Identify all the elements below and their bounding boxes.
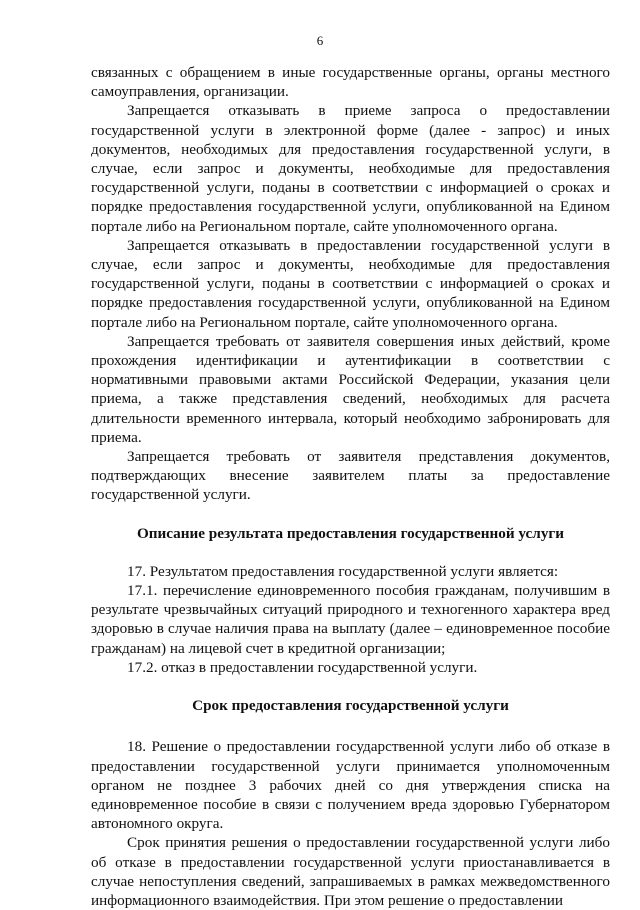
spacer	[91, 715, 610, 737]
section-heading: Срок предоставления государственной услуги	[192, 697, 509, 715]
paragraph: Запрещается требовать от заявителя совершения иных действий, кроме прохождения идентификации и аутентификации в соответствии с нормативными правовыми актами Российской Федерации, указания цели приема, а также представления сведений, необходимых для расчета длительности временного интервала, который необходимо забронировать для приема.	[91, 332, 610, 446]
paragraph: Запрещается отказывать в предоставлении государственной услуги в случае, если запрос и документы, необходимые для предоставления государственной услуги, поданы в соответствии с информацией о сроках и порядке предоставления государственной услуги, опубликованной на Едином портале либо на Региональном портале, сайте уполномоченного органа.	[91, 236, 610, 331]
page-number: 6	[316, 33, 324, 48]
paragraph: Срок принятия решения о предоставлении государственной услуги либо об отказе в предоставлении государственной услуги приостанавливается в случае непоступления сведений, запрашиваемых в рамках межведомственного информационного взаимодействия. При этом решение о предоставлении	[91, 834, 610, 909]
paragraph: 18. Решение о предоставлении государственной услуги либо об отказе в предоставлении государственной услуги принимается уполномоченным органом не позднее 3 рабочих дней со дня утверждения списка на единовременное пособие в связи с получением вреда здоровью Губернатором автономного округа.	[91, 738, 610, 833]
paragraph: 17.1. перечисление единовременного пособия гражданам, получившим в результате чрезвычайных ситуаций природного и техногенного характера вред здоровью в случае наличия права на выплату (далее – единовременное пособие гражданам) на лицевой счет в кредитной организации;	[91, 582, 610, 657]
spacer	[91, 505, 610, 524]
document-body	[91, 63, 610, 910]
paragraph: 17. Результатом предоставления государственной услуги является:	[127, 562, 559, 580]
section-heading: Описание результата предоставления государственной услуги	[136, 524, 565, 542]
paragraph: Запрещается требовать от заявителя представления документов, подтверждающих внесение заявителем платы за предоставление государственной услуги.	[91, 448, 610, 504]
paragraph: 17.2. отказ в предоставлении государственной услуги.	[127, 658, 478, 676]
spacer	[91, 677, 610, 696]
paragraph: Запрещается отказывать в приеме запроса о предоставлении государственной услуги в электронной форме (далее - запрос) и иных документов, необходимых для предоставления государственной услуги, в случае, если запрос и документы, необходимые для предоставления государственной услуги, поданы в соответствии с информацией о сроках и порядке предоставления государственной услуги, опубликованной на Едином портале либо на Региональном портале, сайте уполномоченного органа.	[91, 102, 610, 235]
spacer	[91, 543, 610, 562]
paragraph: связанных с обращением в иные государственные органы, органы местного самоуправления, организации.	[91, 64, 610, 101]
